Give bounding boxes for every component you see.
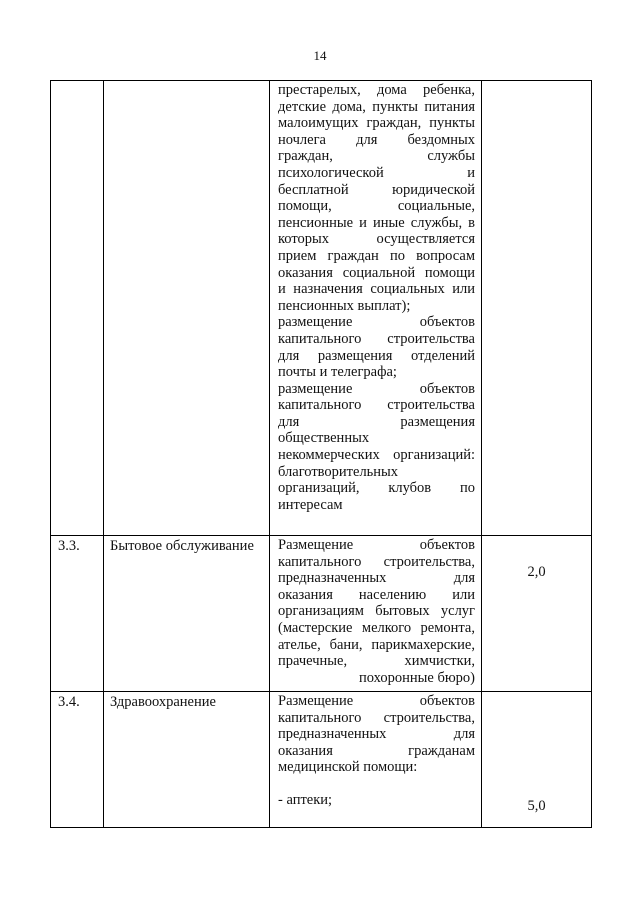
table-row	[51, 536, 592, 692]
description-line: оказания населению или	[278, 586, 475, 603]
row-value-cell: 2,0	[482, 536, 592, 692]
row-name-cell: Здравоохранение	[104, 692, 270, 828]
row-number-cell: 3.3.	[51, 536, 104, 692]
description-line: - аптеки;	[278, 791, 333, 808]
description-line: оказания гражданам	[278, 742, 475, 759]
description-line: организациям бытовых услуг	[278, 603, 475, 620]
description-line: интересам	[278, 496, 343, 513]
description-line: пенсионные и иные службы, в	[278, 214, 475, 231]
land-use-table	[50, 80, 592, 828]
description-line: которых осуществляется	[278, 231, 475, 248]
description-line: Размещение объектов	[278, 693, 475, 709]
description-line: капитального строительства,	[278, 709, 475, 726]
description-line: Размещение объектов	[278, 537, 475, 553]
description-line: общественных	[278, 430, 370, 447]
description-line: прачечные, химчистки,	[278, 653, 475, 670]
row-number-cell	[51, 81, 104, 536]
description-line: предназначенных для	[278, 570, 475, 587]
description-line: оказания социальной помощи	[278, 264, 475, 281]
row-value-cell: 5,0	[482, 692, 592, 828]
row-description-cell	[270, 81, 482, 536]
description-line: престарелых, дома ребенка,	[278, 82, 475, 98]
description-line: (мастерские мелкого ремонта,	[278, 619, 475, 636]
description-line: капитального строительства	[278, 330, 475, 347]
description-line: капитального строительства,	[278, 553, 475, 570]
description-line: ночлега для бездомных	[278, 131, 475, 148]
row-description-cell	[270, 692, 482, 828]
table-row	[51, 81, 592, 536]
description-line: бесплатной юридической	[278, 181, 475, 198]
row-name-cell	[104, 81, 270, 536]
description-spacer	[278, 776, 475, 792]
description-line: предназначенных для	[278, 726, 475, 743]
row-name-cell: Бытовое обслуживание	[104, 536, 270, 692]
row-description-cell	[270, 536, 482, 692]
table-row	[51, 692, 592, 828]
description-line: для размещения отделений	[278, 347, 475, 364]
description-line: медицинской помощи:	[278, 759, 418, 776]
description-line: граждан, службы	[278, 148, 475, 165]
description-line: для размещения	[278, 413, 475, 430]
description-line: пенсионных выплат);	[278, 297, 411, 314]
row-number-cell: 3.4.	[51, 692, 104, 828]
description-line: ателье, бани, парикмахерские,	[278, 636, 475, 653]
description-line: и назначения социальных или	[278, 281, 475, 298]
description-line: психологической и	[278, 164, 475, 181]
description-line: помощи, социальные,	[278, 198, 475, 215]
description-line: размещение объектов	[278, 380, 475, 397]
description-line: почты и телеграфа;	[278, 364, 397, 381]
description-line: похоронные бюро)	[359, 669, 475, 686]
description-line: благотворительных	[278, 463, 399, 480]
description-line: размещение объектов	[278, 314, 475, 331]
description-line: прием граждан по вопросам	[278, 247, 475, 264]
description-line: детские дома, пункты питания	[278, 98, 475, 115]
row-value-cell	[482, 81, 592, 536]
description-line: капитального строительства	[278, 397, 475, 414]
description-line: некоммерческих организаций:	[278, 447, 475, 464]
description-line: малоимущих граждан, пункты	[278, 115, 475, 132]
page-number: 14	[313, 48, 327, 63]
description-line: организаций, клубов по	[278, 480, 475, 497]
